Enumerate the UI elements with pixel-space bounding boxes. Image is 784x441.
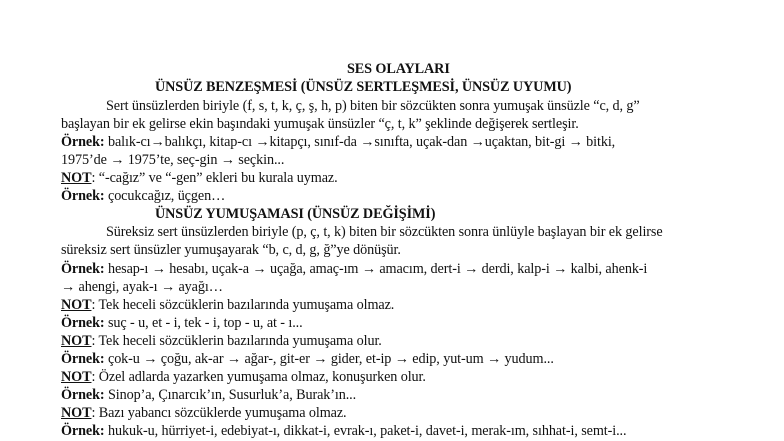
example-line	[61, 134, 615, 151]
example-label: Örnek:	[61, 423, 105, 439]
section-heading-yumusama: ÜNSÜZ YUMUŞAMASI (ÜNSÜZ DEĞİŞİMİ)	[155, 206, 436, 222]
example-line	[61, 351, 554, 368]
note-text: : Bazı yabancı sözcüklerde yumuşama olmaz.	[91, 405, 347, 421]
note-label: NOT	[61, 405, 92, 421]
example-label: Örnek:	[61, 315, 105, 331]
note-label: NOT	[61, 297, 92, 313]
example-line	[61, 423, 626, 440]
note-text: : Özel adlarda yazarken yumuşama olmaz, konuşurken olur.	[91, 369, 426, 385]
note-line	[61, 405, 346, 422]
note-text: : Tek heceli sözcüklerin bazılarında yumuşama olur.	[91, 333, 382, 349]
note-line	[61, 297, 394, 314]
example-line	[61, 315, 303, 332]
note-text: : Tek heceli sözcüklerin bazılarında yumuşama olmaz.	[91, 297, 395, 313]
example-text: hukuk-u, hürriyet-i, edebiyat-ı, dikkat-i, evrak-ı, paket-i, davet-i, merak-ım, sıhhat-i, semt-i...	[104, 423, 627, 439]
section-heading-benzesme: ÜNSÜZ BENZEŞMESİ (ÜNSÜZ SERTLEŞMESİ, ÜNSÜZ UYUMU)	[155, 79, 572, 95]
example-label: Örnek:	[61, 134, 105, 150]
example-line	[61, 387, 356, 404]
note-label: NOT	[61, 333, 92, 349]
note-line	[61, 333, 382, 350]
example-text: Sinop’a, Çınarcık’ın, Susurluk’a, Burak’ın...	[104, 387, 357, 403]
paragraph-line: Sert ünsüzlerden biriyle (f, s, t, k, ç, ş, h, p) biten bir sözcükten sonra yumuşak ünsüzle “c, d, g”	[106, 98, 640, 114]
example-line: 1975’de → 1975’te, seç-gin → seçkin...	[61, 152, 285, 168]
example-text: çok-u → çoğu, ak-ar → ağar-, git-er → gider, et-ip → edip, yut-um → yudum...	[104, 351, 554, 367]
example-label: Örnek:	[61, 387, 105, 403]
example-text: balık-cı→balıkçı, kitap-cı →kitapçı, sınıf-da →sınıfta, uçak-dan →uçaktan, bit-gi → bitki,	[104, 134, 616, 150]
note-label: NOT	[61, 369, 92, 385]
example-text: hesap-ı → hesabı, uçak-a → uçağa, amaç-ım → amacım, dert-i → derdi, kalp-i → kalbi, ahenk-i	[104, 261, 648, 277]
example-line	[61, 261, 647, 278]
paragraph-line: başlayan bir ek gelirse ekin başındaki yumuşak ünsüzler “ç, t, k” şeklinde değişerek sertleşir.	[61, 116, 579, 132]
document-title: SES OLAYLARI	[347, 61, 450, 77]
example-line	[61, 188, 225, 205]
example-text: çocukcağız, üçgen…	[104, 188, 226, 204]
example-label: Örnek:	[61, 351, 105, 367]
note-line	[61, 170, 338, 187]
example-text: suç - u, et - i, tek - i, top - u, at - ı...	[104, 315, 303, 331]
example-line: → ahengi, ayak-ı → ayağı…	[61, 279, 223, 295]
note-text: : “-cağız” ve “-gen” ekleri bu kurala uymaz.	[91, 170, 338, 186]
note-label: NOT	[61, 170, 92, 186]
paragraph-line: süreksiz sert ünsüzler yumuşayarak “b, c, d, g, ğ”ye dönüşür.	[61, 242, 401, 258]
example-label: Örnek:	[61, 188, 105, 204]
paragraph-line: Süreksiz sert ünsüzlerden biriyle (p, ç, t, k) biten bir sözcükten sonra ünlüyle başlayan bir ek gelirse	[106, 224, 663, 240]
note-line	[61, 369, 426, 386]
example-label: Örnek:	[61, 261, 105, 277]
